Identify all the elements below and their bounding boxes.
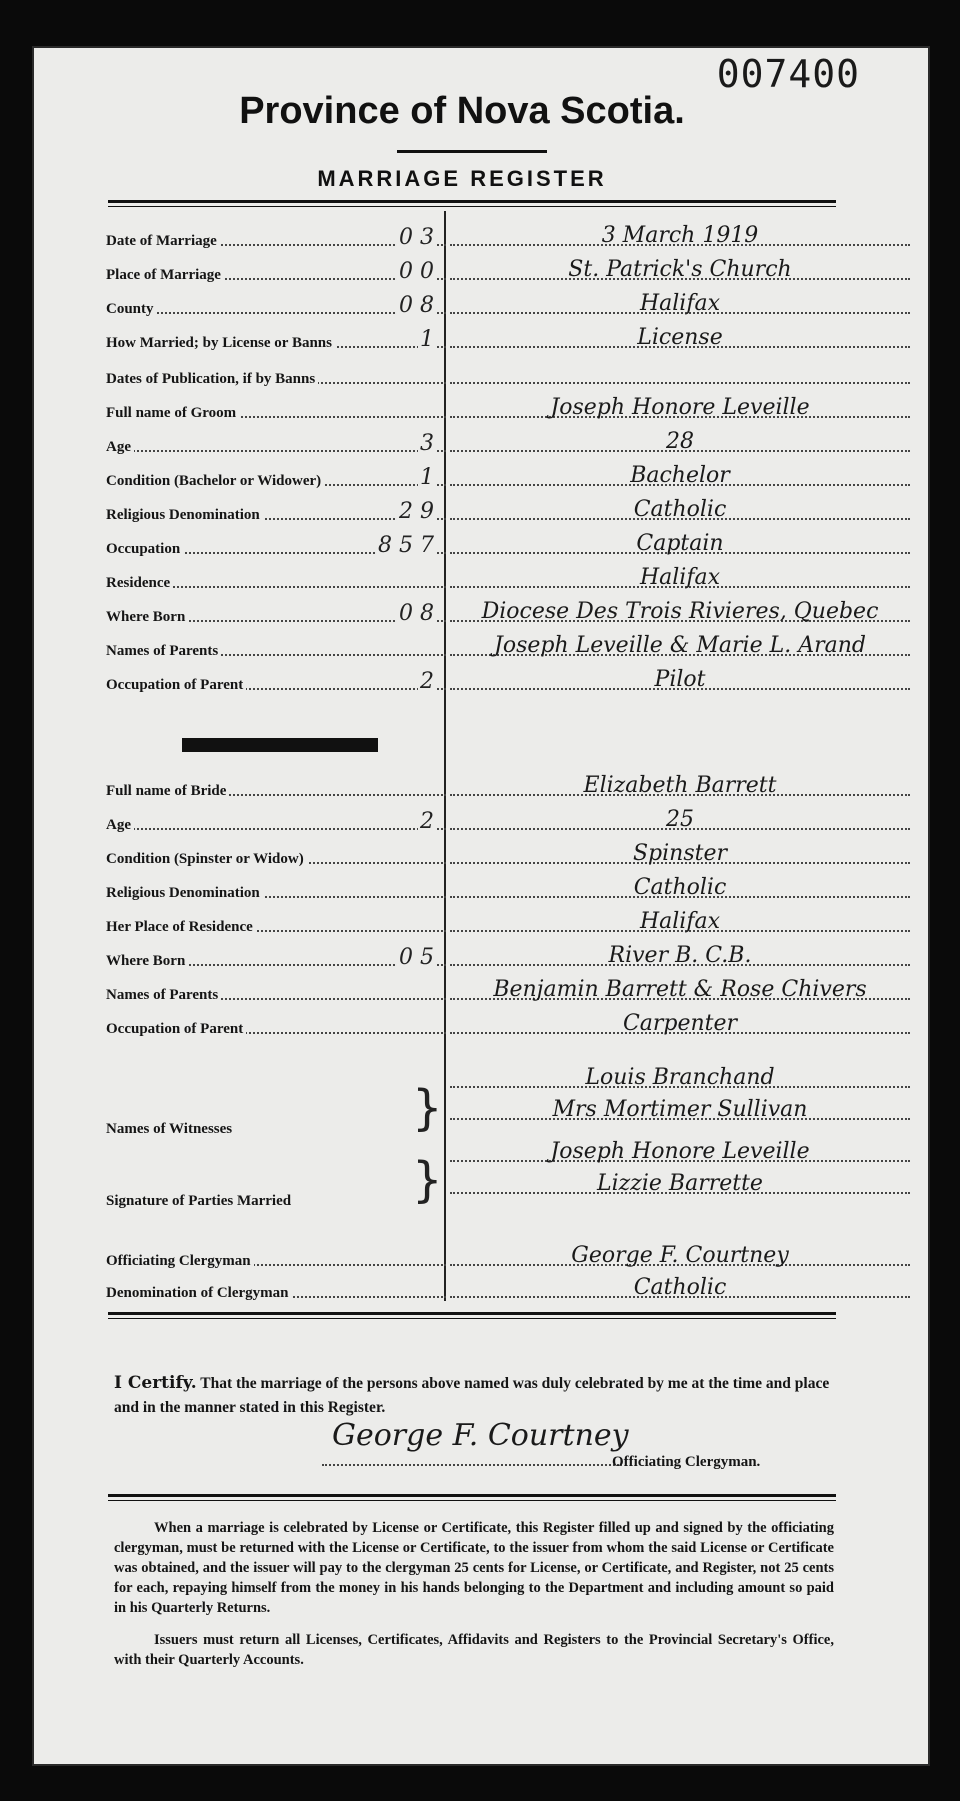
field-answer xyxy=(450,874,910,902)
field-answer xyxy=(450,908,910,936)
witness-1 xyxy=(450,1064,910,1092)
signatures-brace: } xyxy=(412,1152,443,1208)
signature-1-value: Joseph Honore Leveille xyxy=(550,1139,810,1164)
field-answer xyxy=(450,324,910,352)
field-row xyxy=(106,598,446,626)
field-row xyxy=(106,806,446,834)
field-code: 1 xyxy=(420,465,434,490)
field-value: Benjamin Barrett & Rose Chivers xyxy=(493,977,867,1002)
field-row xyxy=(106,496,446,524)
field-code: 3 xyxy=(420,431,434,456)
page-title: Province of Nova Scotia. xyxy=(239,90,685,132)
field-label: Religious Denomination xyxy=(106,507,263,524)
field-label: Where Born xyxy=(106,953,188,970)
field-label: Names of Parents xyxy=(106,643,221,660)
field-label: How Married; by License or Banns xyxy=(106,335,335,352)
field-answer xyxy=(450,530,910,558)
witnesses-brace: } xyxy=(412,1080,443,1136)
field-row xyxy=(106,976,446,1004)
certificate-rule-top xyxy=(108,1312,836,1315)
title-underline xyxy=(397,150,547,153)
field-row xyxy=(106,840,446,868)
field-row xyxy=(106,360,446,388)
clergy-denomination-value: Catholic xyxy=(633,1275,727,1300)
field-row xyxy=(106,428,446,456)
field-label: Age xyxy=(106,439,134,456)
groom-bride-separator xyxy=(182,738,378,752)
field-value: Captain xyxy=(636,531,724,556)
field-label: Occupation xyxy=(106,541,183,558)
field-value: Catholic xyxy=(633,875,727,900)
field-label: Dates of Publication, if by Banns xyxy=(106,371,318,388)
top-rule-thin xyxy=(108,206,836,207)
field-code: 0 8 xyxy=(399,293,434,318)
field-row xyxy=(106,222,446,250)
field-row xyxy=(106,942,446,970)
field-value: St. Patrick's Church xyxy=(568,257,792,282)
field-answer xyxy=(450,290,910,318)
field-answer xyxy=(450,222,910,250)
certificate-signature: George F. Courtney xyxy=(332,1418,629,1453)
field-answer xyxy=(450,598,910,626)
field-row xyxy=(106,324,446,352)
field-row xyxy=(106,564,446,592)
notice-paragraph-2: Issuers must return all Licenses, Certificates, Affidavits and Registers to the Provincial Secretary's Office, with their Quarterly Accounts. xyxy=(114,1632,834,1668)
field-code: 8 5 7 xyxy=(378,533,434,558)
officiating-clergyman-row xyxy=(106,1242,446,1270)
field-answer xyxy=(450,976,910,1004)
field-value: Joseph Leveille & Marie L. Arand xyxy=(494,633,866,658)
field-label: Condition (Bachelor or Widower) xyxy=(106,473,324,490)
signature-2-value: Lizzie Barrette xyxy=(597,1171,763,1196)
signatures-row xyxy=(106,1182,446,1210)
field-label: Where Born xyxy=(106,609,188,626)
field-row xyxy=(106,290,446,318)
field-value: Carpenter xyxy=(622,1011,738,1036)
field-value: Diocese Des Trois Rivieres, Quebec xyxy=(481,599,879,624)
field-answer xyxy=(450,564,910,592)
field-value: Halifax xyxy=(639,909,721,934)
field-label: Full name of Groom xyxy=(106,405,239,422)
page-subtitle: MARRIAGE REGISTER xyxy=(317,166,607,191)
clergy-denomination xyxy=(450,1274,910,1302)
field-value: Elizabeth Barrett xyxy=(583,773,777,798)
field-value: 3 March 1919 xyxy=(601,223,759,248)
field-code: 0 3 xyxy=(399,225,434,250)
certificate-caption: Officiating Clergyman. xyxy=(612,1454,761,1470)
field-label: Age xyxy=(106,817,134,834)
field-value: River B. C.B. xyxy=(608,943,752,968)
field-label: Residence xyxy=(106,575,173,592)
signature-1 xyxy=(450,1138,910,1166)
certify-body: That the marriage of the persons above named was duly celebrated by me at the time and place and in the manner stated in this Register. xyxy=(114,1375,830,1416)
field-row xyxy=(106,666,446,694)
certificate-rule-top-thin xyxy=(108,1318,836,1319)
field-answer xyxy=(450,256,910,284)
field-answer xyxy=(450,772,910,800)
field-row xyxy=(106,530,446,558)
witness-1-value: Louis Branchand xyxy=(585,1065,775,1090)
witnesses-label: Names of Witnesses xyxy=(106,1121,235,1138)
field-code: 0 0 xyxy=(399,259,434,284)
notice-rule-top xyxy=(108,1494,836,1497)
field-value: 28 xyxy=(666,429,694,454)
field-value: Pilot xyxy=(654,667,706,692)
officiating-clergyman-label: Officiating Clergyman xyxy=(106,1253,254,1270)
field-label: Occupation of Parent xyxy=(106,1021,246,1038)
field-value: Catholic xyxy=(633,497,727,522)
field-label: Condition (Spinster or Widow) xyxy=(106,851,307,868)
field-value: Bachelor xyxy=(630,463,730,488)
signature-2 xyxy=(450,1170,910,1198)
certification-text xyxy=(114,1371,834,1420)
officiating-clergyman xyxy=(450,1242,910,1270)
notice-rule-top-thin xyxy=(108,1500,836,1501)
field-label: Full name of Bride xyxy=(106,783,229,800)
witness-2-value: Mrs Mortimer Sullivan xyxy=(552,1097,808,1122)
field-code: 1 xyxy=(420,327,434,352)
field-answer xyxy=(450,496,910,524)
field-value: Halifax xyxy=(639,565,721,590)
field-row xyxy=(106,1010,446,1038)
top-rule xyxy=(108,200,836,203)
field-value: Joseph Honore Leveille xyxy=(550,395,810,420)
field-row xyxy=(106,256,446,284)
clergy-denomination-row xyxy=(106,1274,446,1302)
field-answer xyxy=(450,666,910,694)
field-label: Religious Denomination xyxy=(106,885,263,902)
clergy-denomination-label: Denomination of Clergyman xyxy=(106,1285,292,1302)
certify-lead: I Certify. xyxy=(114,1373,197,1393)
field-answer xyxy=(450,942,910,970)
field-answer xyxy=(450,840,910,868)
field-label: Her Place of Residence xyxy=(106,919,256,936)
officiating-clergyman-value: George F. Courtney xyxy=(571,1243,789,1268)
field-label: Occupation of Parent xyxy=(106,677,246,694)
field-value: 25 xyxy=(666,807,694,832)
stamp-number: 007400 xyxy=(716,52,860,96)
field-value: Spinster xyxy=(632,841,728,866)
field-label: Date of Marriage xyxy=(106,233,220,250)
field-row xyxy=(106,632,446,660)
witnesses-row xyxy=(106,1110,446,1138)
field-code: 2 xyxy=(420,669,434,694)
field-row xyxy=(106,874,446,902)
field-label: Place of Marriage xyxy=(106,267,224,284)
field-code: 2 9 xyxy=(399,499,434,524)
field-answer xyxy=(450,428,910,456)
field-code: 2 xyxy=(420,809,434,834)
field-row xyxy=(106,908,446,936)
notice-paragraph-1: When a marriage is celebrated by License or Certificate, this Register filled up and signed by the officiating clergyman, must be returned with the License or Certificate, to the issuer from whom the said License or Certificate was obtained, and the issuer will pay to the clergyman 25 cents for License, or Certificate, and Register, not 25 cents for each, repaying himself from the money in his hands belonging to the Department and including amount so paid in his Quarterly Returns. xyxy=(114,1520,834,1616)
field-value: License xyxy=(637,325,723,350)
field-answer xyxy=(450,360,910,388)
field-code: 0 8 xyxy=(399,601,434,626)
field-answer xyxy=(450,462,910,490)
field-label: Names of Parents xyxy=(106,987,221,1004)
field-row xyxy=(106,462,446,490)
field-row xyxy=(106,394,446,422)
field-answer xyxy=(450,632,910,660)
field-code: 0 5 xyxy=(399,945,434,970)
field-answer xyxy=(450,394,910,422)
field-value: Halifax xyxy=(639,291,721,316)
field-answer xyxy=(450,806,910,834)
signatures-label: Signature of Parties Married xyxy=(106,1193,294,1210)
witness-2 xyxy=(450,1096,910,1124)
field-answer xyxy=(450,1010,910,1038)
instructions-notice xyxy=(114,1518,834,1682)
register-sheet xyxy=(32,46,930,1766)
field-label: County xyxy=(106,301,157,318)
field-row xyxy=(106,772,446,800)
